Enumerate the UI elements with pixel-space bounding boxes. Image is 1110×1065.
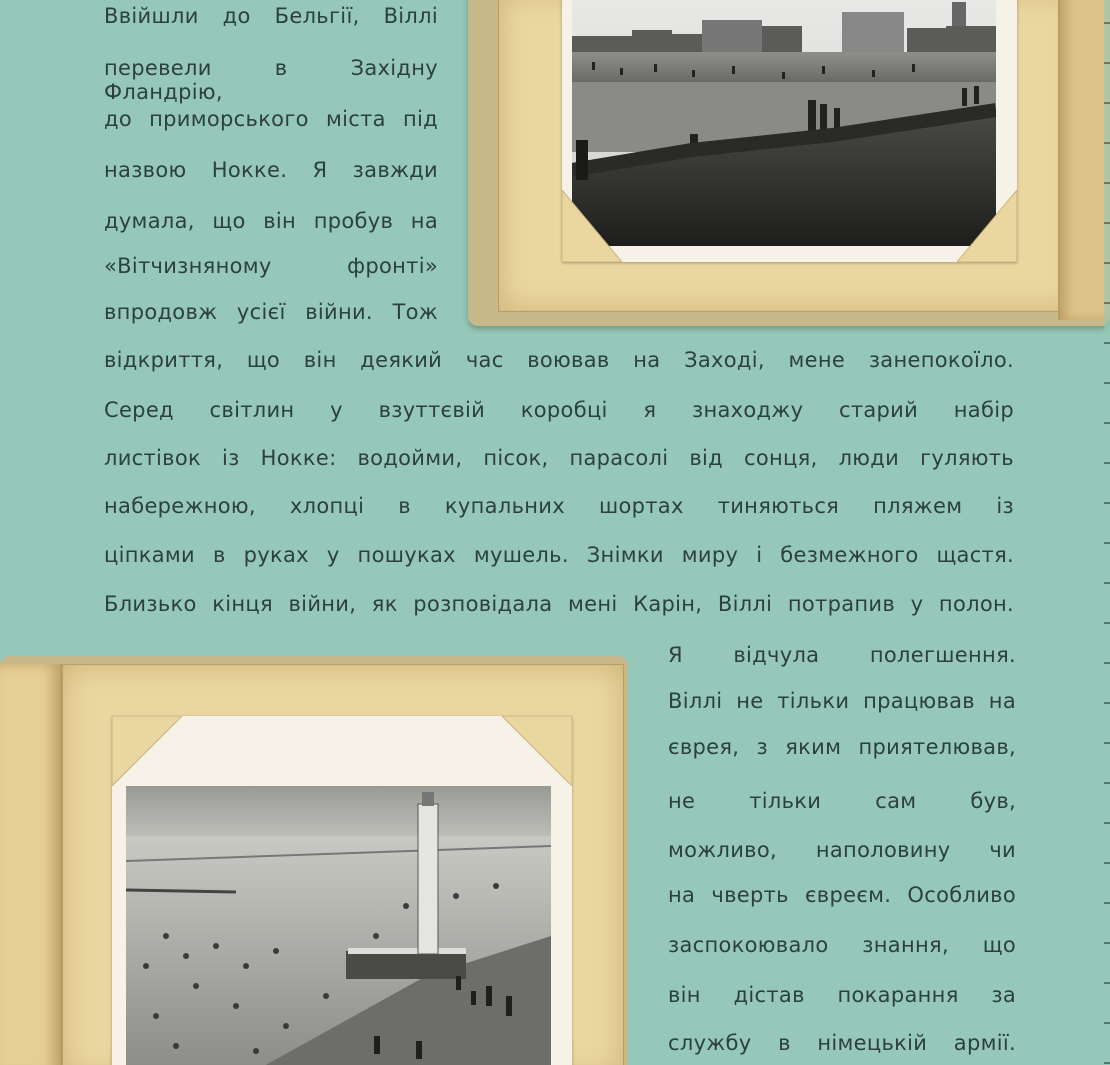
text-line: «Вітчизняному фронті» [104,254,438,278]
text-line: Я відчула полегшення. [668,643,1016,667]
text-line: службу в німецькій армії. [668,1031,1016,1055]
text-line: не тільки сам був, [668,789,1016,813]
text-line: можливо, наполовину чи [668,838,1016,862]
beach-tower-photo [126,786,551,1065]
photo-corner [502,716,572,786]
photo-corner [562,190,622,262]
text-line: він дістав покарання за [668,983,1016,1007]
photo-frame [112,716,572,1065]
text-line: назвою Нокке. Я завжди [104,158,438,182]
text-line: перевели в Західну Фландрію, [104,56,438,104]
text-line: Віллі не тільки працював на [668,689,1016,713]
photo-album-top [468,0,1110,328]
text-line: ціпками в руках у пошуках мушель. Знімки миру і безмежного щастя. [104,543,1014,567]
text-line: Ввійшли до Бельгії, Віллі [104,4,438,28]
text-line: відкриття, що він деякий час воював на Заході, мене занепокоїло. [104,348,1014,372]
text-line: єврея, з яким приятелював, [668,735,1016,759]
text-line: набережною, хлопці в купальних шортах тиняються пляжем із [104,494,1014,518]
photo-corner [957,190,1017,262]
text-line: на чверть євреєм. Особливо [668,883,1016,907]
photo-album-bottom [0,656,630,1065]
text-line: до приморського міста під [104,107,438,131]
photo-corner [112,716,182,786]
text-line: листівок із Нокке: водойми, пісок, парасолі від сонця, люди гуляють [104,446,1014,470]
text-line: Серед світлин у взуттєвій коробці я знаходжу старий набір [104,398,1014,422]
beach-promenade-photo [572,0,996,246]
text-line: Близько кінця війни, як розповідала мені Карін, Віллі потрапив у полон. [104,592,1014,616]
photo-frame [562,0,1017,262]
text-line: думала, що він пробув на [104,209,438,233]
text-line: впродовж усієї війни. Тож [104,300,438,324]
text-line: заспокоювало знання, що [668,933,1016,957]
page-edge [1104,0,1110,1065]
